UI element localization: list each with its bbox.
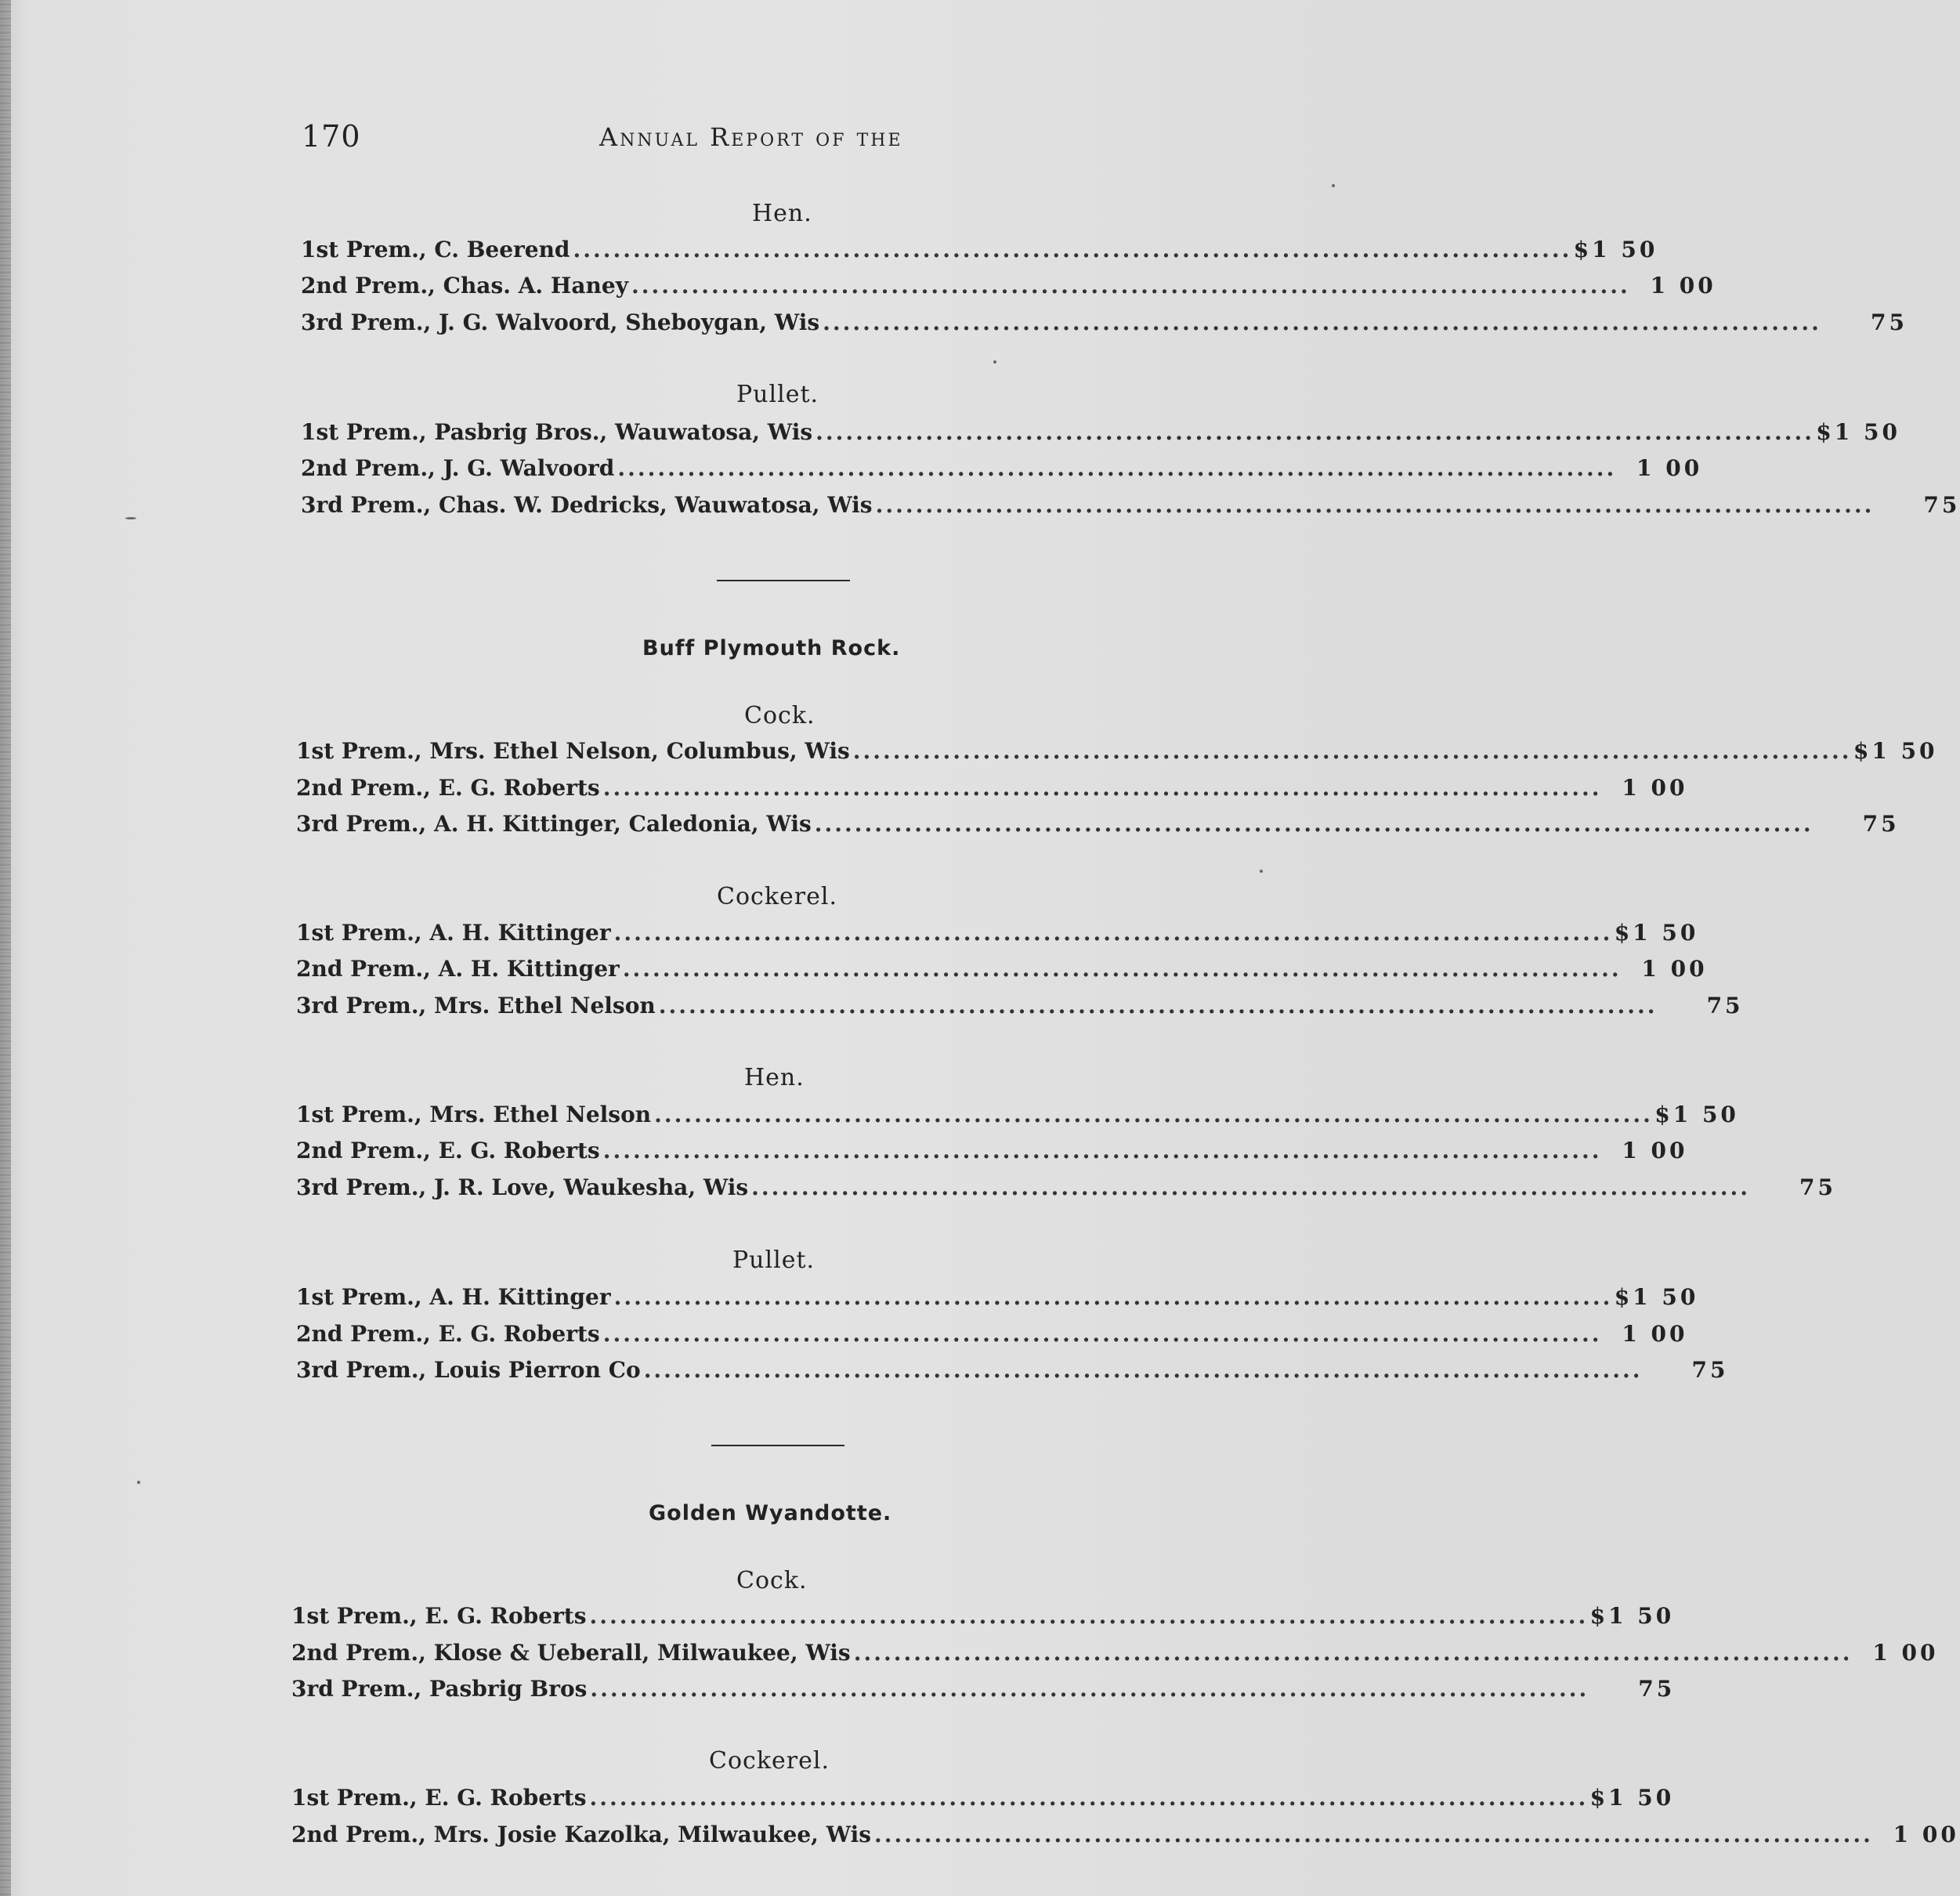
subhead-cock: Cock. (736, 1567, 808, 1594)
dot-leader: .................................................................................................... (573, 237, 1572, 262)
prize-row (296, 1284, 1699, 1315)
prize-entry: 2nd Prem., E. G. Roberts (296, 1321, 600, 1347)
prize-row (296, 738, 1938, 769)
prize-row (301, 492, 1960, 523)
prize-amount: 1 00 (1636, 455, 1703, 481)
scan-speck (125, 517, 136, 519)
prize-amount: 1 00 (1872, 1640, 1939, 1666)
prize-entry: 2nd Prem., Mrs. Josie Kazolka, Milwaukee, Wis (291, 1822, 872, 1847)
dot-leader: .................................................................................................... (613, 920, 1613, 946)
subhead-cockerel: Cockerel. (709, 1747, 830, 1775)
prize-row (296, 811, 1900, 842)
dot-leader: .................................................................................................... (875, 492, 1875, 518)
prize-row (291, 1676, 1676, 1707)
dot-leader: .................................................................................................... (654, 1102, 1653, 1127)
prize-amount: 75 (1706, 993, 1744, 1019)
prize-amount: $1 50 (1853, 738, 1938, 764)
prize-amount: $1 50 (1654, 1102, 1739, 1127)
dot-leader: .................................................................................................... (874, 1822, 1873, 1847)
prize-amount: 1 00 (1641, 956, 1708, 982)
prize-entry: 1st Prem., A. H. Kittinger (296, 920, 611, 946)
prize-row (296, 1138, 1688, 1169)
prize-amount: $1 50 (1614, 920, 1699, 946)
page-binding-edge (0, 0, 11, 1896)
prize-entry: 1st Prem., Mrs. Ethel Nelson, Columbus, Wis (296, 738, 850, 764)
breed-heading: Buff Plymouth Rock. (642, 636, 901, 660)
prize-entry: 3rd Prem., J. R. Love, Waukesha, Wis (296, 1174, 749, 1200)
prize-amount: $1 50 (1589, 1603, 1675, 1629)
subhead-cockerel: Cockerel. (717, 883, 837, 910)
prize-entry: 1st Prem., E. G. Roberts (291, 1785, 587, 1811)
dot-leader: .................................................................................................... (643, 1357, 1643, 1383)
prize-row (296, 920, 1699, 951)
prize-row (296, 993, 1744, 1024)
prize-row (291, 1603, 1675, 1634)
prize-entry: 2nd Prem., E. G. Roberts (296, 1138, 600, 1163)
dot-leader: .................................................................................................... (589, 1603, 1589, 1629)
dot-leader: .................................................................................................... (590, 1676, 1589, 1702)
prize-row (291, 1640, 1939, 1671)
scan-speck (1260, 870, 1263, 873)
prize-entry: 3rd Prem., Chas. W. Dedricks, Wauwatosa, Wis (301, 492, 873, 518)
dot-leader: .................................................................................................... (602, 1321, 1602, 1347)
prize-entry: 2nd Prem., Chas. A. Haney (301, 273, 628, 299)
dot-leader: .................................................................................................... (823, 309, 1821, 335)
page-number: 170 (302, 119, 361, 154)
dot-leader: .................................................................................................... (602, 1138, 1602, 1163)
subhead-pullet: Pullet. (732, 1247, 815, 1274)
prize-amount: 75 (1799, 1174, 1836, 1200)
running-title: Annual Report of the (599, 122, 903, 152)
prize-amount: 75 (1862, 811, 1900, 837)
dot-leader: .................................................................................................... (815, 419, 1814, 445)
prize-amount: $1 50 (1614, 1284, 1699, 1310)
prize-row (296, 1357, 1729, 1388)
prize-amount: 1 00 (1893, 1822, 1959, 1847)
dot-leader: .................................................................................................... (658, 993, 1658, 1019)
dot-leader: .................................................................................................... (631, 273, 1630, 299)
prize-entry: 1st Prem., E. G. Roberts (291, 1603, 587, 1629)
prize-entry: 1st Prem., C. Beerend (301, 237, 570, 262)
prize-amount: 1 00 (1622, 1138, 1688, 1163)
page-header (302, 119, 1007, 158)
section-divider (711, 1445, 844, 1446)
prize-amount: 75 (1691, 1357, 1729, 1383)
subhead-cock: Cock. (744, 702, 815, 729)
subhead-pullet: Pullet. (736, 381, 819, 408)
prize-row (296, 1102, 1739, 1133)
prize-row (296, 1321, 1688, 1352)
prize-row (296, 956, 1708, 987)
prize-row (301, 419, 1900, 450)
dot-leader: .................................................................................................... (853, 1640, 1853, 1666)
prize-amount: 75 (1923, 492, 1960, 518)
dot-leader: .................................................................................................... (852, 738, 1852, 764)
section-divider (717, 580, 850, 581)
prize-row (291, 1785, 1675, 1816)
prize-entry: 2nd Prem., Klose & Ueberall, Milwaukee, Wis (291, 1640, 851, 1666)
dot-leader: .................................................................................................... (589, 1785, 1589, 1811)
prize-entry: 3rd Prem., Louis Pierron Co (296, 1357, 641, 1383)
prize-entry: 1st Prem., Mrs. Ethel Nelson (296, 1102, 652, 1127)
breed-heading: Golden Wyandotte. (649, 1501, 892, 1525)
prize-entry: 3rd Prem., Pasbrig Bros (291, 1676, 588, 1702)
prize-entry: 2nd Prem., E. G. Roberts (296, 775, 600, 801)
scan-speck (137, 1481, 140, 1484)
prize-amount: 1 00 (1622, 775, 1688, 801)
prize-entry: 1st Prem., A. H. Kittinger (296, 1284, 611, 1310)
dot-leader: .................................................................................................... (814, 811, 1814, 837)
dot-leader: .................................................................................................... (602, 775, 1602, 801)
prize-entry: 1st Prem., Pasbrig Bros., Wauwatosa, Wis (301, 419, 813, 445)
dot-leader: .................................................................................................... (622, 956, 1622, 982)
dot-leader: .................................................................................................... (613, 1284, 1613, 1310)
prize-row (296, 1174, 1836, 1206)
scan-speck (1332, 184, 1335, 187)
prize-entry: 2nd Prem., J. G. Walvoord (301, 455, 615, 481)
prize-amount: 1 00 (1622, 1321, 1688, 1347)
subhead-hen: Hen. (744, 1064, 805, 1091)
prize-amount: $1 50 (1816, 419, 1900, 445)
prize-row (301, 237, 1658, 268)
prize-entry: 3rd Prem., A. H. Kittinger, Caledonia, Wis (296, 811, 812, 837)
subhead-hen: Hen. (752, 200, 812, 227)
prize-amount: $1 50 (1573, 237, 1658, 262)
scan-speck (993, 360, 996, 364)
prize-amount: 1 00 (1650, 273, 1716, 299)
prize-entry: 2nd Prem., A. H. Kittinger (296, 956, 620, 982)
prize-entry: 3rd Prem., J. G. Walvoord, Sheboygan, Wis (301, 309, 820, 335)
prize-amount: $1 50 (1589, 1785, 1675, 1811)
prize-row (301, 455, 1703, 487)
prize-row (301, 309, 1908, 341)
prize-amount: 75 (1870, 309, 1908, 335)
prize-entry: 3rd Prem., Mrs. Ethel Nelson (296, 993, 656, 1019)
prize-row (291, 1822, 1959, 1853)
dot-leader: .................................................................................................... (751, 1174, 1750, 1200)
prize-row (301, 273, 1716, 304)
prize-row (296, 775, 1688, 806)
dot-leader: .................................................................................................... (617, 455, 1617, 481)
prize-amount: 75 (1638, 1676, 1676, 1702)
